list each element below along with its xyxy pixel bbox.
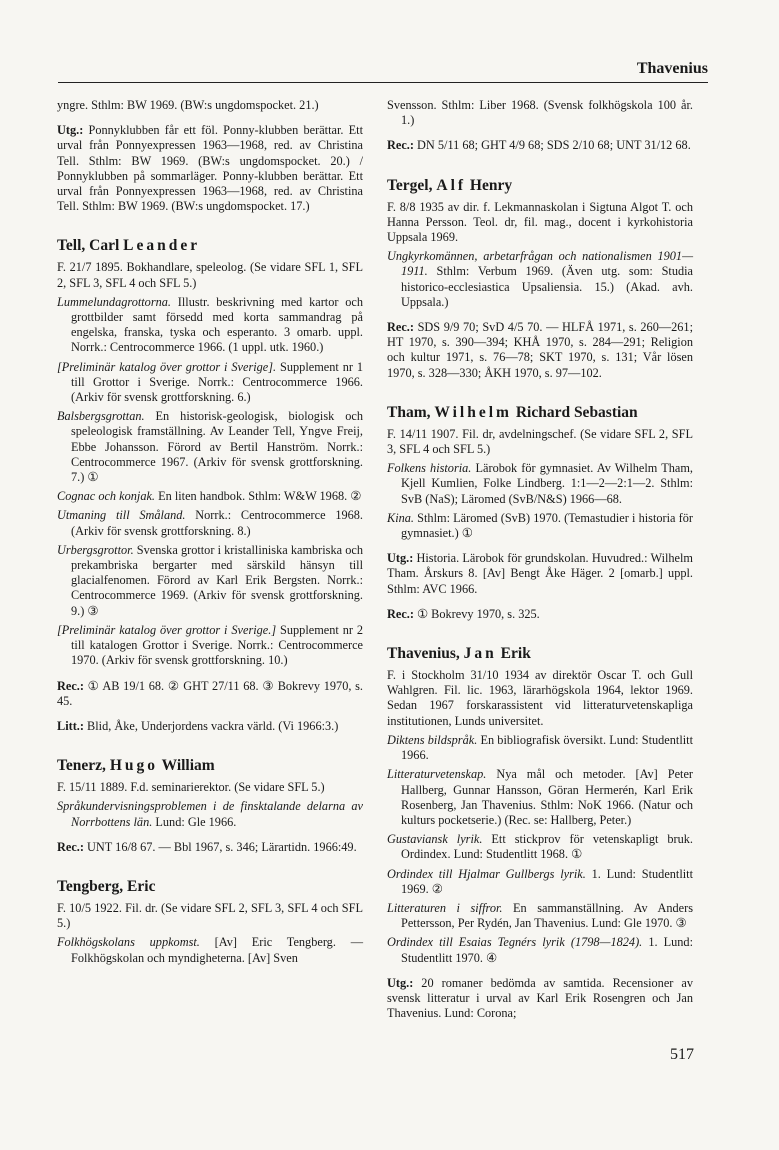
author-heading-tenerz: Tenerz, Hugo William (57, 757, 215, 775)
author-bio: F. 8/8 1935 av dir. f. Lekmannaskolan i Sigtuna Algot T. och Hanna Persson. Teol. dr, fil. mag., docent i kyrkohistoria Uppsala 1969. (387, 199, 693, 245)
utg-entry: Utg.: Historia. Lärobok för grundskolan. Huvudred.: Wilhelm Tham. Årskurs 8. [Av] Bengt Åke Häger. 2 [omarb.] uppl. Sthlm: AVC 1966. (387, 551, 693, 596)
author-bio: F. 14/11 1907. Fil. dr, avdelningschef. (Se vidare SFL 2, SFL 3, SFL 4 och SFL 5.) (387, 426, 693, 457)
review-entry: Rec.: ① Bokrevy 1970, s. 325. (387, 606, 540, 621)
work-entry: Litteraturen i siffror. En sammanställning. Av Anders Pettersson, Per Rydén, Jan Thavenius. Lund: Gle 1970. ③ (387, 900, 694, 931)
author-heading-tergel: Tergel, Alf Henry (387, 176, 513, 194)
utg-entry: Utg.: Ponnyklubben får ett föl. Ponny-klubben berättar. Ett urval från Ponnyexpressen 1963—1968, red. av Christina Tell. Sthlm: BW 1969. (BW:s ungdomspocket. 20.) / Ponnyklubben på sommarläger. Ponny-klubben berättar. Ett urval från Ponnyexpressen 1963—1968, red. av Christina Tell. Sthlm: BW 1969. (BW:s ungdomspocket. 17.) (57, 123, 363, 214)
work-entry: Urbergsgrottor. Svenska grottor i kristalliniska kambriska och prekambriska bergarter med särskild hänsyn till glacialfenomen. Förord av Karl Erik Bergsten. Norrk.: Centrocommerce 1969. (Arkiv för svensk grottforskning. 9.) ③ (57, 542, 363, 618)
utg-entry: Utg.: 20 romaner bedömda av samtida. Recensioner av svensk litteratur i urval av Karl Erik Rosengren och Jan Thavenius. Lund: Corona; (387, 975, 693, 1021)
page-number: 517 (670, 1046, 694, 1063)
continuation-text: yngre. Sthlm: BW 1969. (BW:s ungdomspocket. 21.) (57, 98, 319, 112)
work-entry: Kina. Sthlm: Läromed (SvB) 1970. (Temastudier i historia för gymnasiet.) ① (387, 510, 693, 541)
literature-entry: Litt.: Blid, Åke, Underjordens vackra värld. (Vi 1966:3.) (57, 718, 339, 733)
right-column (387, 98, 693, 1025)
work-entry: Diktens bildspråk. En bibliografisk översikt. Lund: Studentlitt 1966. (387, 732, 693, 763)
author-heading-tell: Tell, Carl Leander (57, 237, 201, 255)
author-bio: F. 15/11 1889. F.d. seminarierektor. (Se vidare SFL 5.) (57, 780, 325, 795)
author-bio: F. 10/5 1922. Fil. dr. (Se vidare SFL 2, SFL 3, SFL 4 och SFL 5.) (57, 900, 363, 931)
work-entry: Ordindex till Hjalmar Gullbergs lyrik. 1. Lund: Studentlitt 1969. ② (387, 866, 694, 896)
work-entry: Folkhögskolans uppkomst. [Av] Eric Tengberg. — Folkhögskolan och myndigheterna. [Av] Sven (57, 935, 363, 965)
work-entry: Ordindex till Esaias Tegnérs lyrik (1798—1824). 1. Lund: Studentlitt 1970. ④ (387, 935, 693, 965)
work-entry: Folkens historia. Lärobok för gymnasiet. Av Wilhelm Tham, Kjell Kumlien, Folke Lindberg. 1:1—2—2:1—2. Sthlm: SvB (NaS); Läromed (SvB/N&S) 1966—68. (387, 461, 693, 506)
author-heading-tham: Tham, Wilhelm Richard Sebastian (387, 403, 638, 421)
work-entry: Cognac och konjak. En liten handbok. Sthlm: W&W 1968. ② (57, 489, 362, 504)
continuation-text: Svensson. Sthlm: Liber 1968. (Svensk folkhögskola 100 år. 1.) (387, 98, 693, 128)
review-entry: Rec.: DN 5/11 68; GHT 4/9 68; SDS 2/10 68; UNT 31/12 68. (387, 138, 691, 153)
left-column (57, 98, 363, 970)
author-heading-thavenius: Thavenius, Jan Erik (387, 645, 531, 663)
review-entry: Rec.: SDS 9/9 70; SvD 4/5 70. — HLFÅ 1971, s. 260—261; HT 1970, s. 390—394; KHÅ 1970, s. 284—291; Religion och kultur 1971, s. 76—78; SKT 1970, s. 131; Vår lösen 1970, s. 328—330; ÅKH 1970, s. 97—102. (387, 320, 693, 380)
review-entry: Rec.: ① AB 19/1 68. ② GHT 27/11 68. ③ Bokrevy 1970, s. 45. (57, 678, 363, 708)
work-entry: Utmaning till Småland. Norrk.: Centrocommerce 1968. (Arkiv för svensk grottforskning. 8.) (57, 508, 363, 538)
author-bio: F. i Stockholm 31/10 1934 av direktör Oscar T. och Gull Wahlgren. Fil. lic. 1963, lärarhögskola 1964, lektor 1969. Sedan 1967 forskarassistent vid litteraturvetenskapliga institutionen, Lunds universitet. (387, 668, 693, 728)
work-entry: [Preliminär katalog över grottor i Sverige]. Supplement nr 1 till Grottor i Sverige. Norrk.: Centrocommerce 1966. (Arkiv för svensk grottforskning. 6.) (57, 359, 363, 405)
running-head: Thavenius (58, 60, 708, 83)
work-entry: Språkundervisningsproblemen i de finsktalande delarna av Norrbottens län. Lund: Gle 1966. (57, 799, 363, 829)
work-entry: Lummelundagrottorna. Illustr. beskrivning med kartor och grottbilder samt försedd med korta sammandrag på engelska, franska, tyska och esperanto. 3 omarb. uppl. Norrk.: Centrocommerce 1966. (1 uppl. utk. 1960.) (57, 294, 363, 355)
author-heading-tengberg: Tengberg, Eric (57, 877, 156, 895)
work-entry: Balsbergsgrottan. En historisk-geologisk, biologisk och speleologisk framställning. Av Leander Tell, Yngve Freij, Ebbe Johansson. Förord av Bertil Hanström. Norrk.: Centrocommerce 1967. (Arkiv för svensk grottforskning. 7.) ① (57, 409, 363, 485)
work-entry: Gustaviansk lyrik. Ett stickprov för vetenskapligt bruk. Ordindex. Lund: Studentlitt 1968. ① (387, 832, 693, 862)
work-entry: [Preliminär katalog över grottor i Sverige.] Supplement nr 2 till katalogen Grottor i Sverige. Norrk.: Centrocommerce 1970. (Arkiv för svensk grottforskning. 10.) (57, 622, 363, 668)
author-bio: F. 21/7 1895. Bokhandlare, speleolog. (Se vidare SFL 1, SFL 2, SFL 3, SFL 4 och SFL 5.) (57, 260, 363, 290)
review-entry: Rec.: UNT 16/8 67. — Bbl 1967, s. 346; Lärartidn. 1966:49. (57, 839, 357, 854)
work-entry: Ungkyrkomännen, arbetarfrågan och nationalismen 1901—1911. Sthlm: Verbum 1969. (Även utg. som: Studia historico-ecclesiastica Upsaliensia. 15.) (Akad. avh. Uppsala.) (387, 249, 693, 309)
work-entry: Litteraturvetenskap. Nya mål och metoder. [Av] Peter Hallberg, Gunnar Hansson, Göran Hermerén, Karl Erik Rosenberg, Jan Thavenius. Sthlm: NoK 1966. (Natur och kulturs pocketserie.) (Rec. se: Hallberg, Peter.) (387, 767, 693, 827)
